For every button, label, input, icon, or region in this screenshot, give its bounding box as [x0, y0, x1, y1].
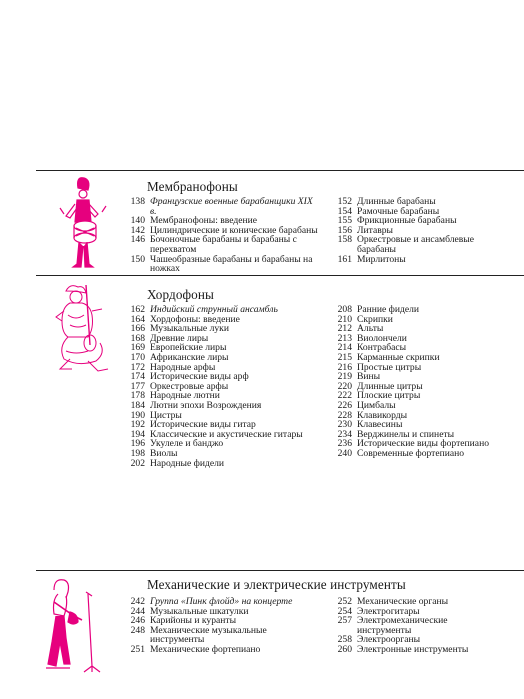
string-player-figure-icon — [48, 281, 118, 376]
toc-entry-title: Оркестровые арфы — [150, 380, 229, 392]
toc-entry[interactable] — [327, 616, 497, 635]
toc-entry-title: Виолы — [150, 447, 178, 459]
toc-page-number: 202 — [130, 457, 145, 469]
toc-page-number: 228 — [337, 409, 352, 421]
toc-entry-title: Классические и акустические гитары — [150, 428, 303, 440]
toc-entry-title: Мирлитоны — [357, 253, 406, 265]
toc-entry-title: Ранние фидели — [357, 304, 420, 315]
toc-entry-title: Механические органы — [357, 596, 449, 607]
guitarist-figure-icon — [40, 572, 105, 677]
toc-entry[interactable] — [120, 626, 320, 645]
toc-entry-title: Клавикорды — [357, 409, 408, 421]
toc-page-number: 219 — [337, 371, 352, 383]
toc-entry-title: Виолончели — [357, 332, 407, 344]
toc-entry-title: Африканские лиры — [150, 351, 229, 363]
toc-entry-title: Исторические виды фортепиано — [357, 438, 489, 450]
toc-page-number: 246 — [130, 615, 145, 627]
toc-entry-title: Электронные инструменты — [357, 643, 469, 655]
toc-page-number: 220 — [337, 380, 352, 392]
toc-page-number: 257 — [337, 615, 352, 627]
toc-column-right — [327, 305, 492, 459]
toc-entry[interactable] — [120, 255, 320, 274]
toc-page-number: 192 — [130, 419, 145, 431]
toc-page-number: 194 — [130, 428, 145, 440]
section-title: Хордофоны — [147, 287, 214, 302]
toc-page-number: 158 — [337, 234, 352, 246]
toc-entry-title: Простые цитры — [357, 361, 422, 373]
toc-page-number: 260 — [337, 643, 352, 655]
section-title: Мембранофоны — [147, 179, 238, 194]
toc-entry-title: Оркестровые и ансамблевые барабаны — [357, 234, 474, 255]
toc-entry-title: Верджинелы и спинеты — [357, 428, 455, 440]
toc-entry-title: Цимбалы — [357, 399, 396, 411]
toc-entry-title: Плоские цитры — [357, 390, 421, 402]
toc-entry-title: Французские военные барабанщики XIX в. — [150, 196, 313, 217]
toc-column-left — [120, 597, 320, 655]
toc-page-number: 244 — [130, 605, 145, 617]
toc-entry-title: Карийоны и куранты — [150, 615, 237, 627]
section-membranophones — [0, 170, 524, 275]
toc-entry-title: Литавры — [357, 224, 393, 236]
toc-entry-title: Народные арфы — [150, 361, 216, 373]
toc-entry[interactable] — [327, 235, 492, 254]
toc-entry-title: Рамочные барабаны — [357, 205, 440, 217]
toc-page-number: 150 — [130, 253, 145, 265]
toc-column-right — [327, 197, 492, 264]
toc-page-number: 198 — [130, 447, 145, 459]
toc-page-number: 252 — [337, 596, 352, 607]
drummer-figure-icon — [58, 174, 108, 274]
toc-page-number: 170 — [130, 351, 145, 363]
toc-page-number: 190 — [130, 409, 145, 421]
toc-entry[interactable] — [120, 235, 320, 254]
toc-entry-title: Цистры — [150, 409, 182, 421]
toc-entry-title: Карманные скрипки — [357, 351, 440, 363]
toc-entry-title: Индийский струнный ансамбль — [150, 304, 278, 315]
toc-page-number: 208 — [337, 304, 352, 315]
toc-entry-title: Клавесины — [357, 419, 403, 431]
toc-entry-title: Группа «Пинк флойд» на концерте — [150, 596, 293, 607]
toc-page-number: 162 — [130, 304, 145, 315]
toc-entry-title: Чашеобразные барабаны и барабаны на ножках — [150, 253, 313, 275]
toc-entry-title: Фрикционные барабаны — [357, 215, 457, 227]
toc-entry-title: Механические музыкальные инструменты — [150, 624, 267, 646]
toc-page-number: 152 — [337, 196, 352, 207]
toc-page-number: 216 — [337, 361, 352, 373]
toc-entry[interactable] — [120, 197, 320, 216]
toc-page-number: 210 — [337, 313, 352, 325]
toc-page-number: 240 — [337, 447, 352, 459]
section-mechanical-electric — [0, 570, 524, 690]
toc-entry-title: Современные фортепиано — [357, 447, 465, 459]
toc-page-number: 138 — [130, 196, 145, 207]
toc-page-number: 215 — [337, 351, 352, 363]
toc-page-number: 172 — [130, 361, 145, 373]
toc-entry-title: Музыкальные луки — [150, 323, 229, 335]
toc-column-left — [120, 197, 320, 274]
toc-entry-title: Музыкальные шкатулки — [150, 605, 249, 617]
toc-entry-title: Народные фидели — [150, 457, 225, 469]
toc-column-left — [120, 305, 320, 468]
toc-page-number: 166 — [130, 323, 145, 335]
toc-page-number: 154 — [337, 205, 352, 217]
toc-entry-title: Мембранофоны: введение — [150, 215, 258, 227]
toc-page-number: 161 — [337, 253, 352, 265]
toc-entry-title: Электрогитары — [357, 605, 420, 617]
toc-page-number: 222 — [337, 390, 352, 402]
toc-entry[interactable] — [327, 645, 497, 655]
toc-page-number: 168 — [130, 332, 145, 344]
toc-entry-title: Европейские лиры — [150, 342, 227, 354]
toc-page-number: 184 — [130, 399, 145, 411]
toc-page-number: 146 — [130, 234, 145, 246]
toc-page-number: 234 — [337, 428, 352, 440]
toc-page-number: 156 — [337, 224, 352, 236]
toc-entry-title: Цилиндрические и конические барабаны — [150, 224, 318, 236]
toc-page-number: 155 — [337, 215, 352, 227]
toc-entry-title: Скрипки — [357, 313, 393, 325]
toc-page-number: 258 — [337, 634, 352, 646]
toc-entry-title: Укулеле и банджо — [150, 438, 224, 450]
toc-page-number: 242 — [130, 596, 145, 607]
toc-entry[interactable] — [120, 645, 320, 655]
toc-page-number: 177 — [130, 380, 145, 392]
toc-page-number: 251 — [130, 643, 145, 655]
toc-page-number: 169 — [130, 342, 145, 354]
toc-entry-title: Электроорганы — [357, 634, 421, 646]
toc-page-number: 213 — [337, 332, 352, 344]
toc-page-number: 226 — [337, 399, 352, 411]
toc-entry-title: Длинные барабаны — [357, 196, 436, 207]
toc-entry-title: Народные лютни — [150, 390, 220, 402]
section-title: Механические и электрические инструменты — [147, 577, 406, 592]
toc-entry-title: Длинные цитры — [357, 380, 423, 392]
toc-column-right — [327, 597, 497, 655]
toc-entry-title: Лютни эпохи Возрождения — [150, 399, 262, 411]
toc-page-number: 140 — [130, 215, 145, 227]
toc-entry-title: Исторические виды арф — [150, 371, 249, 383]
toc-entry-title: Механические фортепиано — [150, 643, 261, 655]
toc-page-number: 174 — [130, 371, 145, 383]
toc-entry[interactable] — [120, 459, 320, 469]
toc-page-number: 142 — [130, 224, 145, 236]
section-chordophones — [0, 275, 524, 469]
toc-entry-title: Электромеханические инструменты — [357, 615, 448, 636]
toc-page-number: 178 — [130, 390, 145, 402]
toc-page-number: 164 — [130, 313, 145, 325]
toc-page-number: 248 — [130, 624, 145, 636]
toc-entry-title: Бочоночные барабаны и барабаны с перехватом — [150, 234, 297, 255]
toc-entry[interactable] — [327, 449, 492, 459]
toc-entry-title: Исторические виды гитар — [150, 419, 256, 431]
toc-page-number: 212 — [337, 323, 352, 335]
toc-entry-title: Вины — [357, 371, 381, 383]
toc-page-number: 196 — [130, 438, 145, 450]
toc-page-number: 214 — [337, 342, 352, 354]
toc-entry-title: Контрабасы — [357, 342, 407, 354]
toc-page-number: 230 — [337, 419, 352, 431]
toc-page-number: 236 — [337, 438, 352, 450]
toc-entry-title: Древние лиры — [150, 332, 209, 344]
toc-entry-title: Альты — [357, 323, 384, 335]
toc-entry-title: Хордофоны: введение — [150, 313, 240, 325]
toc-page-number: 254 — [337, 605, 352, 617]
toc-entry[interactable] — [327, 255, 492, 265]
